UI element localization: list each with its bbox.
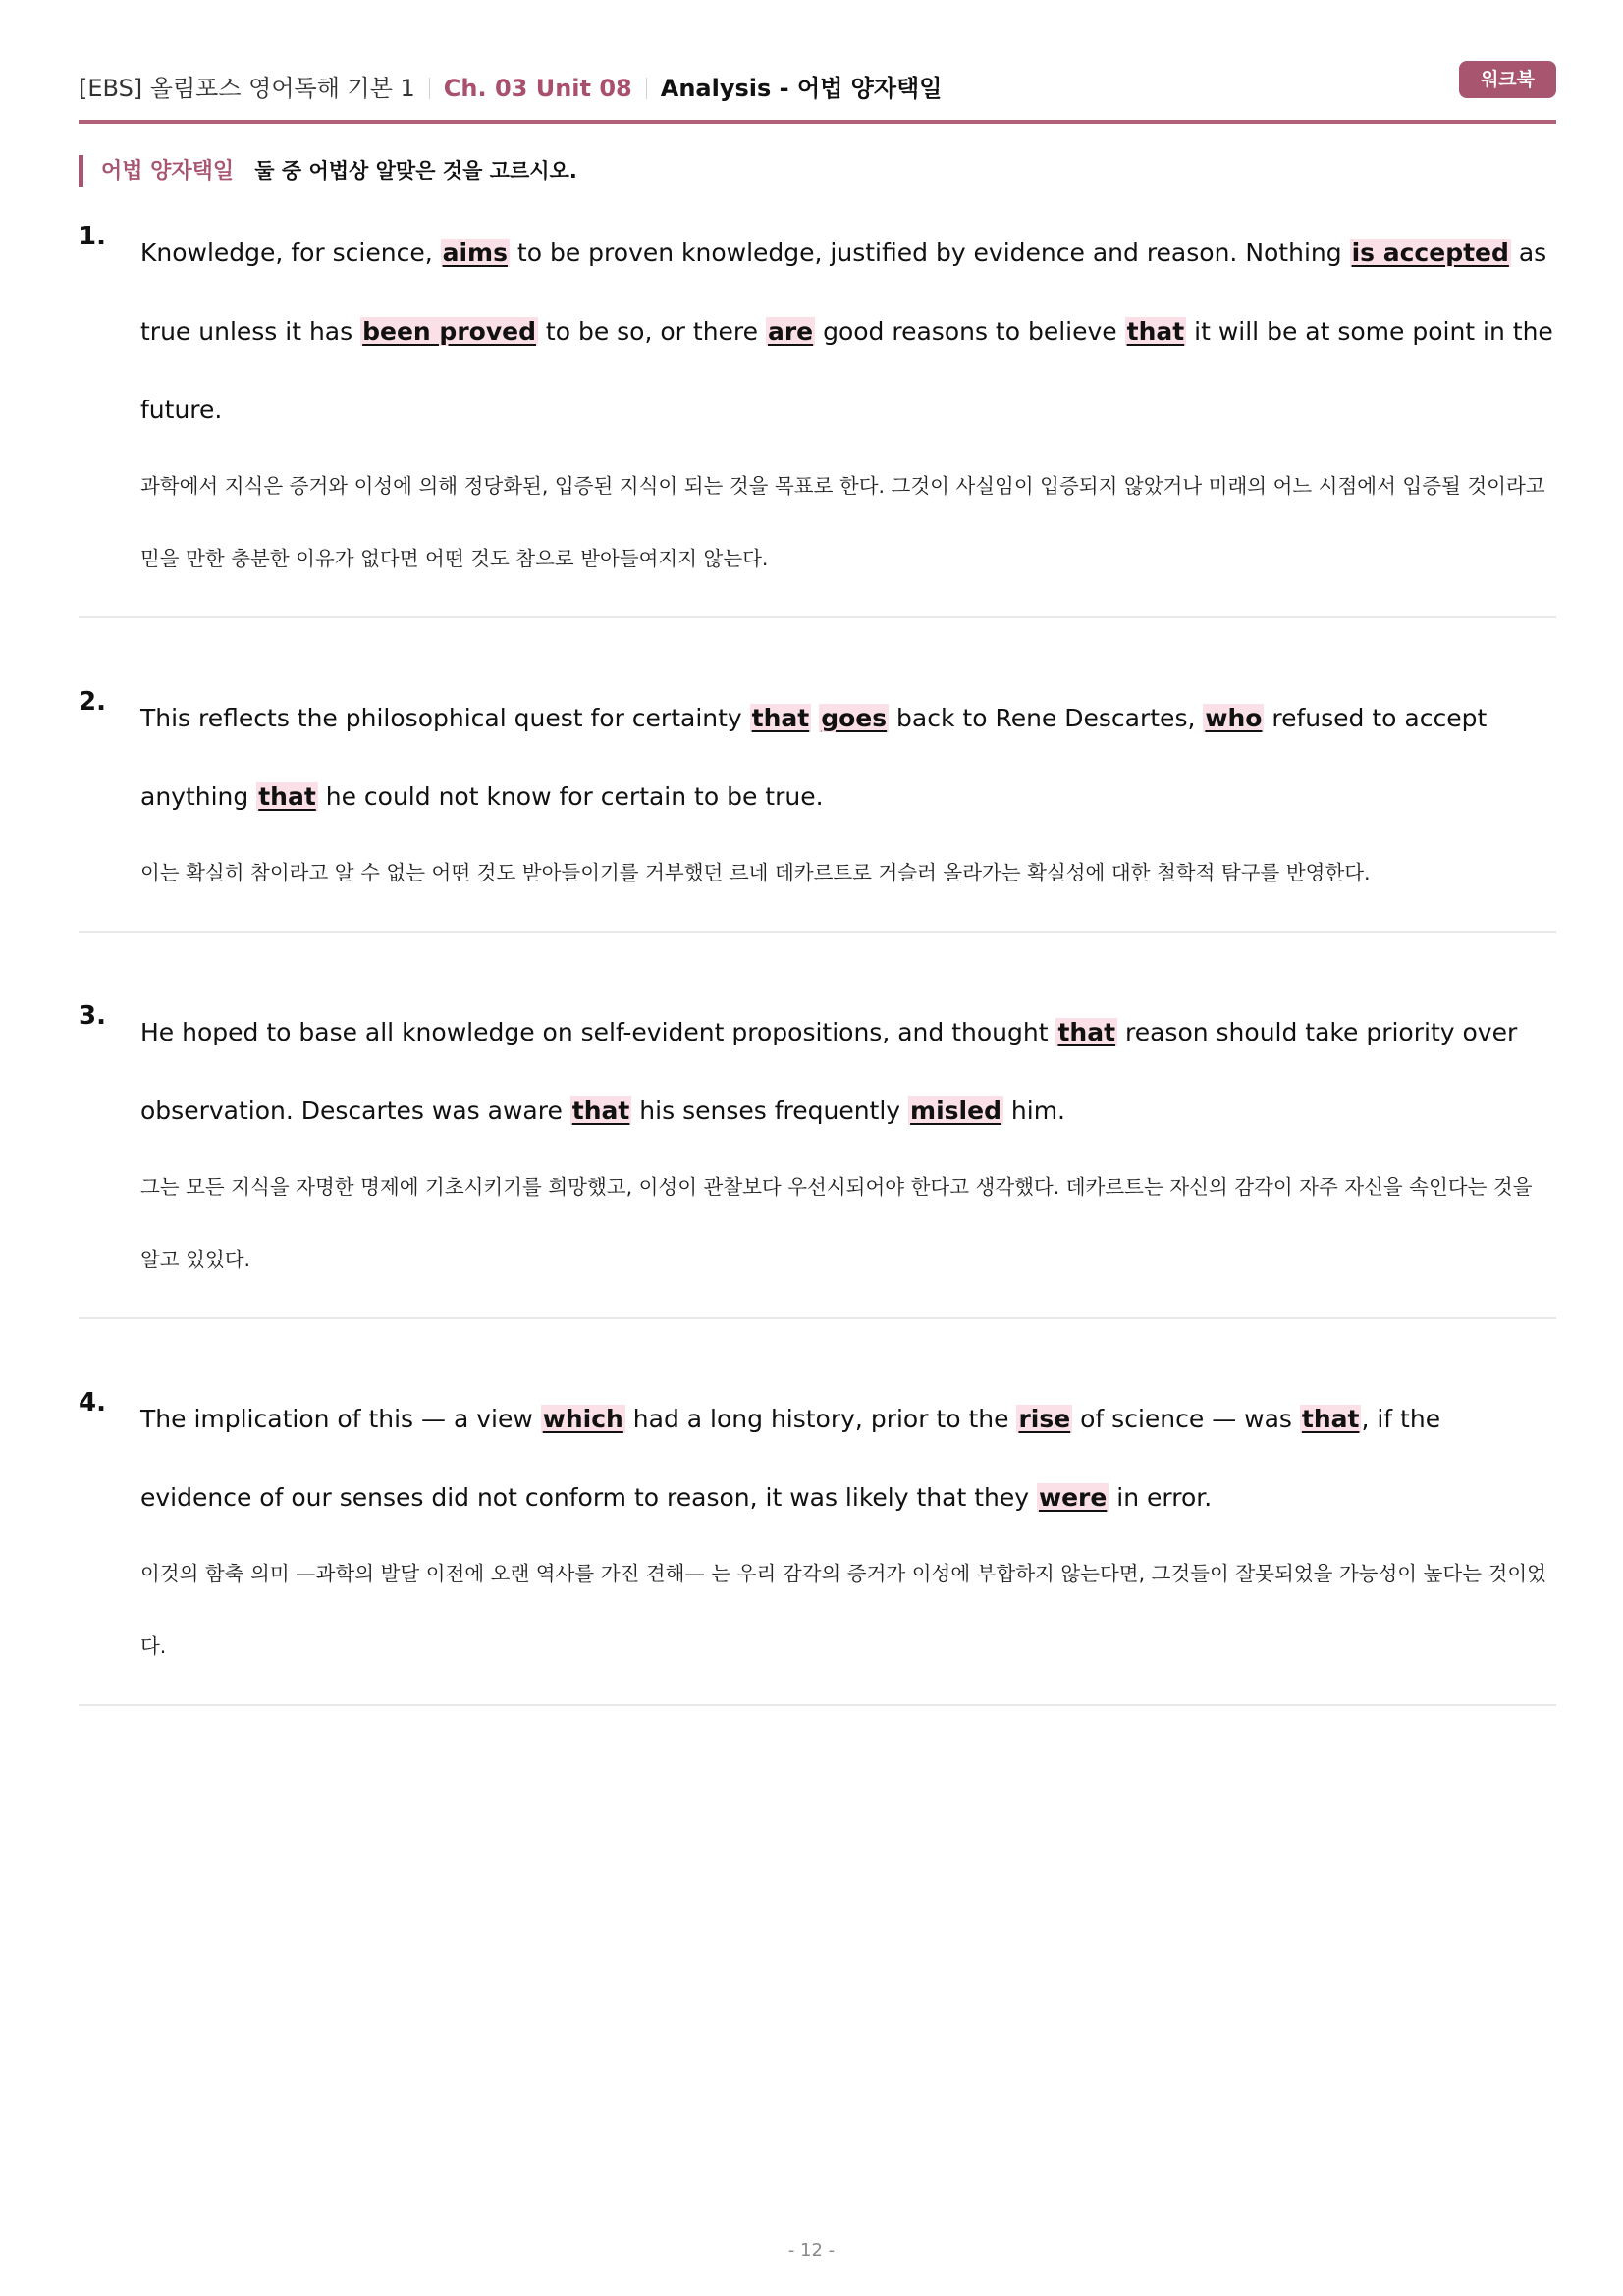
- sentence-text: of science — was: [1072, 1405, 1300, 1433]
- sentence-text: he could not know for certain to be true.: [317, 782, 824, 811]
- english-sentence: [140, 1380, 1556, 1537]
- divider: [646, 78, 647, 99]
- page-number: - 12 -: [787, 2240, 836, 2261]
- instruction-tag: 어법 양자택일: [101, 159, 235, 184]
- korean-translation: 이는 확실히 참이라고 알 수 없는 어떤 것도 받아들이기를 거부했던 르네 데카르트로 거슬러 올라가는 확실성에 대한 철학적 탐구를 반영한다.: [140, 861, 1371, 884]
- instruction: [79, 155, 577, 187]
- korean-translation: 이것의 함축 의미 —과학의 발달 이전에 오랜 역사를 가진 견해— 는 우리 감각의 증거가 이성에 부합하지 않는다면, 그것들이 잘못되었을 가능성이 높다는 것이었다.: [140, 1562, 1546, 1658]
- unit-label: Ch. 03 Unit 08: [443, 75, 632, 102]
- grammar-target-word: that: [1301, 1405, 1360, 1433]
- grammar-target-word: aims: [442, 239, 508, 267]
- sentence-text: in error.: [1109, 1483, 1213, 1512]
- sentence-text: as true unless it has: [140, 239, 1547, 346]
- sentence-text: , if the evidence of our senses did not conform to reason, it was likely that they: [140, 1405, 1441, 1512]
- grammar-target-word: that: [258, 782, 316, 811]
- question-number: 4.: [79, 1388, 106, 1417]
- grammar-target-word: who: [1205, 704, 1263, 732]
- sentence-text: back to Rene Descartes,: [889, 704, 1204, 732]
- question-number: 3.: [79, 1001, 106, 1031]
- sentence-text: it will be at some point in the future.: [140, 317, 1553, 424]
- sentence-text: to be proven knowledge, justified by evidence and reason. Nothing: [509, 239, 1350, 267]
- sentence-text: He hoped to base all knowledge on self-evident propositions, and thought: [140, 1018, 1056, 1046]
- korean-translation: 과학에서 지식은 증거와 이성에 의해 정당화된, 입증된 지식이 되는 것을 목표로 한다. 그것이 사실임이 입증되지 않았거나 미래의 어느 시점에서 입증될 것이라고 믿을 만한 충분한 이유가 없다면 어떤 것도 참으로 받아들여지지 않는다.: [140, 474, 1545, 570]
- sentence-text: had a long history, prior to the: [624, 1405, 1017, 1433]
- grammar-target-word: that: [571, 1096, 630, 1125]
- section-title: Analysis - 어법 양자택일: [660, 75, 943, 102]
- grammar-target-word: is accepted: [1351, 239, 1509, 267]
- grammar-target-word: rise: [1018, 1405, 1071, 1433]
- english-sentence: [140, 993, 1556, 1150]
- english-sentence: [140, 679, 1556, 836]
- question-list: [79, 204, 1556, 1757]
- grammar-target-word: that: [1126, 317, 1185, 346]
- grammar-target-word: were: [1038, 1483, 1108, 1512]
- grammar-target-word: which: [542, 1405, 623, 1433]
- instruction-text: 둘 중 어법상 알맞은 것을 고르시오.: [254, 159, 577, 183]
- grammar-target-word: misled: [910, 1096, 1001, 1125]
- sentence-text: This reflects the philosophical quest for certainty: [140, 704, 750, 732]
- english-sentence: [140, 214, 1556, 450]
- grammar-target-word: that: [1057, 1018, 1116, 1046]
- question-number: 2.: [79, 687, 106, 717]
- page-header: [79, 59, 1556, 124]
- breadcrumb: [79, 69, 942, 103]
- grammar-target-word: are: [767, 317, 814, 346]
- korean-translation: 그는 모든 지식을 자명한 명제에 기초시키기를 희망했고, 이성이 관찰보다 우선시되어야 한다고 생각했다. 데카르트는 자신의 감각이 자주 자신을 속인다는 것을 알고 있었다.: [140, 1175, 1533, 1271]
- divider: [429, 78, 430, 99]
- sentence-text: The implication of this — a view: [140, 1405, 541, 1433]
- grammar-target-word: been proved: [362, 317, 536, 346]
- question-item: [79, 1370, 1556, 1706]
- question-item: [79, 984, 1556, 1319]
- source-title: [EBS] 올림포스 영어독해 기본 1: [79, 75, 415, 102]
- sentence-text: good reasons to believe: [815, 317, 1125, 346]
- sentence-text: him.: [1002, 1096, 1066, 1125]
- grammar-target-word: that: [751, 704, 810, 732]
- sentence-text: refused to accept anything: [140, 704, 1488, 811]
- question-number: 1.: [79, 222, 106, 251]
- sentence-text: his senses frequently: [631, 1096, 909, 1125]
- question-item: [79, 204, 1556, 618]
- sentence-text: Knowledge, for science,: [140, 239, 441, 267]
- grammar-target-word: goes: [821, 704, 888, 732]
- sentence-text: [811, 704, 819, 732]
- sentence-text: reason should take priority over observation. Descartes was aware: [140, 1018, 1518, 1125]
- sentence-text: to be so, or there: [537, 317, 766, 346]
- workbook-badge: 워크북: [1459, 61, 1556, 98]
- question-item: [79, 669, 1556, 933]
